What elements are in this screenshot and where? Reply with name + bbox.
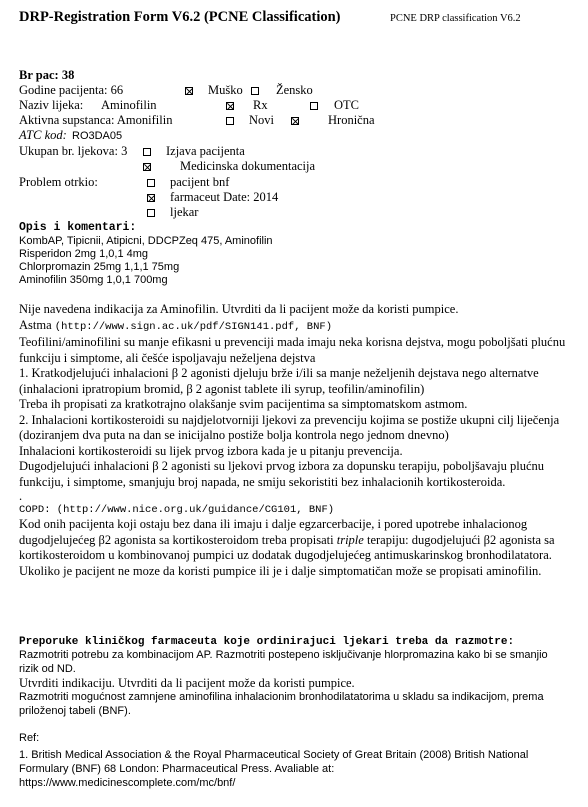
copd-text-a: Kod onih pacijenta koji ostaju bez dana ili imaju i dalje egzarcerbacije, i pored upotrebe inhalacionog dugodjelujećeg β2 agonista sa kortikosteroidom treba propisati [19,517,528,547]
copd-text-triple: triple [336,532,364,547]
medical-docs-label: Medicinska dokumentacija [180,159,316,173]
chronic-checkbox[interactable] [291,117,299,125]
asthma-source: (http://www.sign.ac.uk/pdf/SIGN141.pdf, BNF) [54,320,333,333]
copd-note [19,517,567,564]
comment-line: Aminofilin 350mg 1,0,1 700mg [19,274,168,286]
chronic-label: Hronična [328,113,375,127]
female-label: Žensko [276,83,313,97]
female-checkbox[interactable] [251,87,259,95]
comment-line: KombAP, Tipicnii, Atipicni, DDCPZeq 475, Aminofilin [19,235,273,247]
doctor-label: ljekar [170,205,199,219]
patient-age: Godine pacijenta: 66 [19,83,124,97]
male-checkbox[interactable] [185,87,193,95]
rx-checkbox[interactable] [226,102,234,110]
theophylline-note: Teofilini/aminofilini su manje efikasni u prevenciji mada imaju neka korisna dejstva, mogu poboljšati plućnu funkciju i simptome, ali češće ispoljavaju neželjena dejstva [19,335,566,365]
patient-bnf-label: pacijent bnf [170,175,230,189]
medical-docs-checkbox[interactable] [143,163,151,171]
patient-bnf-checkbox[interactable] [147,179,155,187]
reference-1: 1. British Medical Association & the Royal Pharmaceutical Society of Great Britain (2008) British National Formulary (BNF) 68 London: Pharmaceutical Press. Avaliable at: https://www.medicinescomplete.com/mc/bnf/ [19,749,529,789]
doctor-checkbox[interactable] [147,209,155,217]
drug-name-label: Naziv lijeka: [19,98,84,112]
drug-name-value: Aminofilin [101,98,157,112]
recommendation-3: Razmotriti mogućnost zamnjene aminofilina inhalacionim bronhodilatatorima u skladu sa indikacijom, prema priloženoj tabeli (BNF). [19,691,544,717]
patient-statement-checkbox[interactable] [143,148,151,156]
comments-heading: Opis i komentari: [19,221,137,234]
indication-note: Nije navedena indikacija za Aminofilin. Utvrditi da li pacijent može da koristi pumpice. [19,302,459,316]
form-version: PCNE DRP classification V6.2 [390,13,521,24]
asthma-point-2: 2. Inhalacioni kortikosteroidi su najdjelotvorniji ljekovi za prevenciju kojima se postiže ukupni cilj liječenja (doziranjem dva puta na dan se inicijalno postiže bolja kontrola nego jednom dnevno) [19,412,560,442]
recommendation-2: Utvrditi indikaciju. Utvrditi da li pacijent može da koristi pumpice. [19,676,355,690]
total-drugs: Ukupan br. ljekova: 3 [19,144,128,158]
rx-label: Rx [253,98,268,112]
male-label: Muško [208,83,243,97]
atc-value: RO3DA05 [72,130,123,142]
asthma-label: Astma [19,317,52,332]
patient-statement-label: Izjava pacijenta [166,144,245,158]
recommendation-1: Razmotriti potrebu za kombinacijom AP. Razmotriti postepeno isključivanje hlorpromazina kako bi se smanjio rizik od ND. [19,649,548,675]
asthma-point-2b: Inhalacioni kortikosteroidi su lijek prvog izbora kada je u pitanju prevencija. [19,443,403,458]
separator-dot: . [19,489,23,503]
asthma-heading [19,318,567,336]
patient-number: Br pac: 38 [19,68,75,82]
new-checkbox[interactable] [226,117,234,125]
comment-line: Risperidon 2mg 1,0,1 4mg [19,248,149,260]
form-title: DRP-Registration Form V6.2 (PCNE Classification) [19,9,341,25]
problem-found-label: Problem otrkio: [19,175,98,189]
otc-label: OTC [334,98,359,112]
pharmacist-checkbox[interactable] [147,194,155,202]
aminophylline-note: Ukoliko je pacijent ne moze da koristi pumpice ili je i dalje simptomatičan može se propisati aminofilin. [19,563,542,578]
recommendations-heading: Preporuke kliničkog farmaceuta koje ordinirajuci ljekari treba da razmotre: [19,636,515,648]
pharmacist-label: farmaceut Date: 2014 [170,190,279,204]
laba-note: Dugodjelujući inhalacioni β 2 agonisti su ljekovi prvog izbora za dopunsku terapiju, poboljšavaju plućnu funkciju, i simptome, smanjuju broj napada, ne smiju sekoristiti bez inhalacionih kortikosteroida. [19,459,545,489]
atc-label: ATC kod: [19,128,67,142]
references-heading: Ref: [19,732,40,744]
active-substance: Aktivna supstanca: Amonifilin [19,113,173,127]
analysis-body [19,302,567,579]
otc-checkbox[interactable] [310,102,318,110]
comment-line: Chlorpromazin 25mg 1,1,1 75mg [19,261,180,273]
new-label: Novi [249,113,274,127]
copd-heading: COPD: (http://www.nice.org.uk/guidance/CG101, BNF) [19,504,335,516]
copd-text-b: terapiju: dugodjelujući β2 agonista sa kortikosteroidom u kombinovanoj pumpici uz dodatak dugodjelujećeg antimuskarinskog bronhodilatatora. [19,532,555,562]
asthma-point-1: 1. Kratkodjelujući inhalacioni β 2 agonisti djeluju brže i/ili sa manje neželjenih dejstava nego alternatve (inhalacioni ipratropium bromid, β 2 agonist tablete ili syrup, teofilin/aminofilin) [19,366,539,396]
asthma-point-1b: Treba ih propisati za kratkotrajno olakšanje svim pacijentima sa simptomatskom astmom. [19,397,468,411]
